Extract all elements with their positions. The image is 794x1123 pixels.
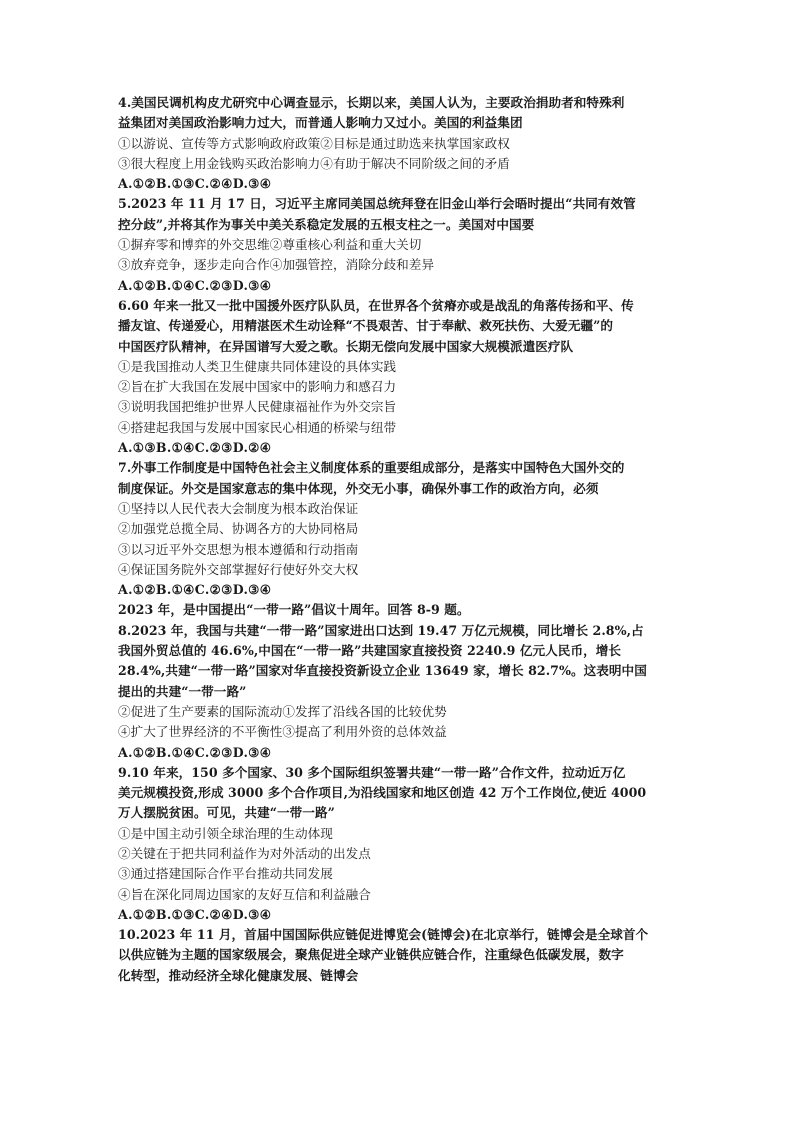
question-text-line: 以供应链为主题的国家级展会，聚焦促进全球产业链供应链合作，注重绿色低碳发展，数字	[118, 947, 624, 963]
option-line: ①坚持以人民代表大会制度为根本政治保证	[118, 500, 359, 516]
question-text-line: 提出的共建“一带一路”	[118, 683, 247, 699]
answer-choices-line: A.①②B.①③C.②④D.③④	[118, 906, 272, 922]
option-line: ②加强党总揽全局、协调各方的大协同格局	[118, 521, 359, 537]
answer-choices-line: A.①②B.①④C.②③D.③④	[118, 277, 272, 293]
question-text-line: 万人摆脱贫困。可见，共建“一带一路”	[118, 805, 335, 821]
question-text-line: 5.2023 年 11 月 17 日，习近平主席同美国总统拜登在旧金山举行会晤时提出“共同有效管	[118, 196, 636, 212]
question-text-line: 2023 年，是中国提出“一带一路”倡议十周年。回答 8-9 题。	[118, 602, 470, 618]
question-text-line: 益集团对美国政治影响力过大，而普通人影响力又过小。美国的利益集团	[118, 115, 523, 131]
question-text-line: 制度保证。外交是国家意志的集中体现，外交无小事，确保外事工作的政治方向，必须	[118, 480, 599, 496]
option-line: ④旨在深化同周边国家的友好互信和利益融合	[118, 886, 371, 902]
question-text-line: 化转型，推动经济全球化健康发展、链博会	[118, 967, 359, 983]
question-text-line: 9.10 年来，150 多个国家、30 多个国际组织签署共建“一带一路”合作文件，拉动近万亿	[118, 764, 626, 780]
option-line: ②促进了生产要素的国际流动①发挥了沿线各国的比较优势	[118, 703, 447, 719]
question-text-line: 7.外事工作制度是中国特色社会主义制度体系的重要组成部分，是落实中国特色大国外交的	[118, 460, 625, 476]
question-text-line: 6.60 年来一批又一批中国援外医疗队队员，在世界各个贫瘠亦或是战乱的角落传扬和平、传	[118, 297, 634, 313]
exam-page	[118, 93, 684, 986]
option-line: ①是我国推动人类卫生健康共同体建设的具体实践	[118, 358, 397, 374]
answer-choices-line: A.①②B.①④C.②③D.③④	[118, 582, 272, 598]
answer-choices-line: A.①③B.①④C.②③D.②④	[118, 440, 272, 456]
answer-choices-line: A.①②B.①③C.②④D.③④	[118, 176, 272, 192]
question-text-line: 播友谊、传递爱心，用精湛医术生动诠释“不畏艰苦、甘于奉献、救死扶伤、大爱无疆”的	[118, 318, 614, 334]
option-line: ③说明我国把维护世界人民健康福祉作为外交宗旨	[118, 399, 397, 415]
answer-choices-line: A.①②B.①④C.②③D.③④	[118, 744, 272, 760]
question-text-line: 10.2023 年 11 月，首届中国国际供应链促进博览会(链博会)在北京举行，链博会是全球首个	[118, 927, 649, 943]
option-line: ④保证国务院外交部掌握好行使好外交大权	[118, 561, 359, 577]
question-text-line: 8.2023 年，我国与共建“一带一路”国家进出口达到 19.47 万亿元规模，同比增长 2.8%,占	[118, 622, 644, 638]
option-line: ④扩大了世界经济的不平衡性③提高了利用外资的总体效益	[118, 724, 447, 740]
option-line: ③放弃竞争，逐步走向合作④加强管控，消除分歧和差异	[118, 257, 435, 273]
question-text-line: 4.美国民调机构皮尤研究中心调查显示，长期以来，美国人认为，主要政治捐助者和特殊利	[118, 95, 625, 110]
question-text-line: 美元规模投资,形成 3000 多个合作项目,为沿线国家和地区创造 42 万个工作岗位,使近 4000	[118, 785, 647, 801]
question-text-line: 28.4%,共建“一带一路”国家对华直接投资新设立企业 13649 家，增长 82.7%。这表明中国	[118, 663, 647, 679]
option-line: ④搭建起我国与发展中国家民心相通的桥梁与纽带	[118, 419, 397, 435]
option-line: ②旨在扩大我国在发展中国家中的影响力和感召力	[118, 379, 397, 395]
question-text-line: 控分歧”,并将其作为事关中美关系稳定发展的五根支柱之一。美国对中国要	[118, 216, 535, 232]
option-line: ①以游说、宣传等方式影响政府政策②目标是通过助选来执掌国家政权	[118, 135, 510, 151]
option-line: ①是中国主动引领全球治理的生动体现	[118, 825, 333, 841]
option-line: ①摒弃零和博弈的外交思维②尊重核心利益和重大关切	[118, 237, 422, 253]
option-line: ②关键在于把共同利益作为对外活动的出发点	[118, 845, 371, 861]
option-line: ③很大程度上用金钱购买政治影响力④有助于解决不同阶级之间的矛盾	[118, 155, 510, 171]
question-text-line: 中国医疗队精神，在异国谱写大爱之歌。长期无偿向发展中国家大规模派遣医疗队	[118, 338, 574, 354]
question-text-line: 我国外贸总值的 46.6%,中国在“一带一路”共建国家直接投资 2240.9 亿元人民币，增长	[118, 643, 622, 659]
option-line: ③通过搭建国际合作平台推动共同发展	[118, 866, 333, 882]
option-line: ③以习近平外交思想为根本遵循和行动指南	[118, 541, 359, 557]
